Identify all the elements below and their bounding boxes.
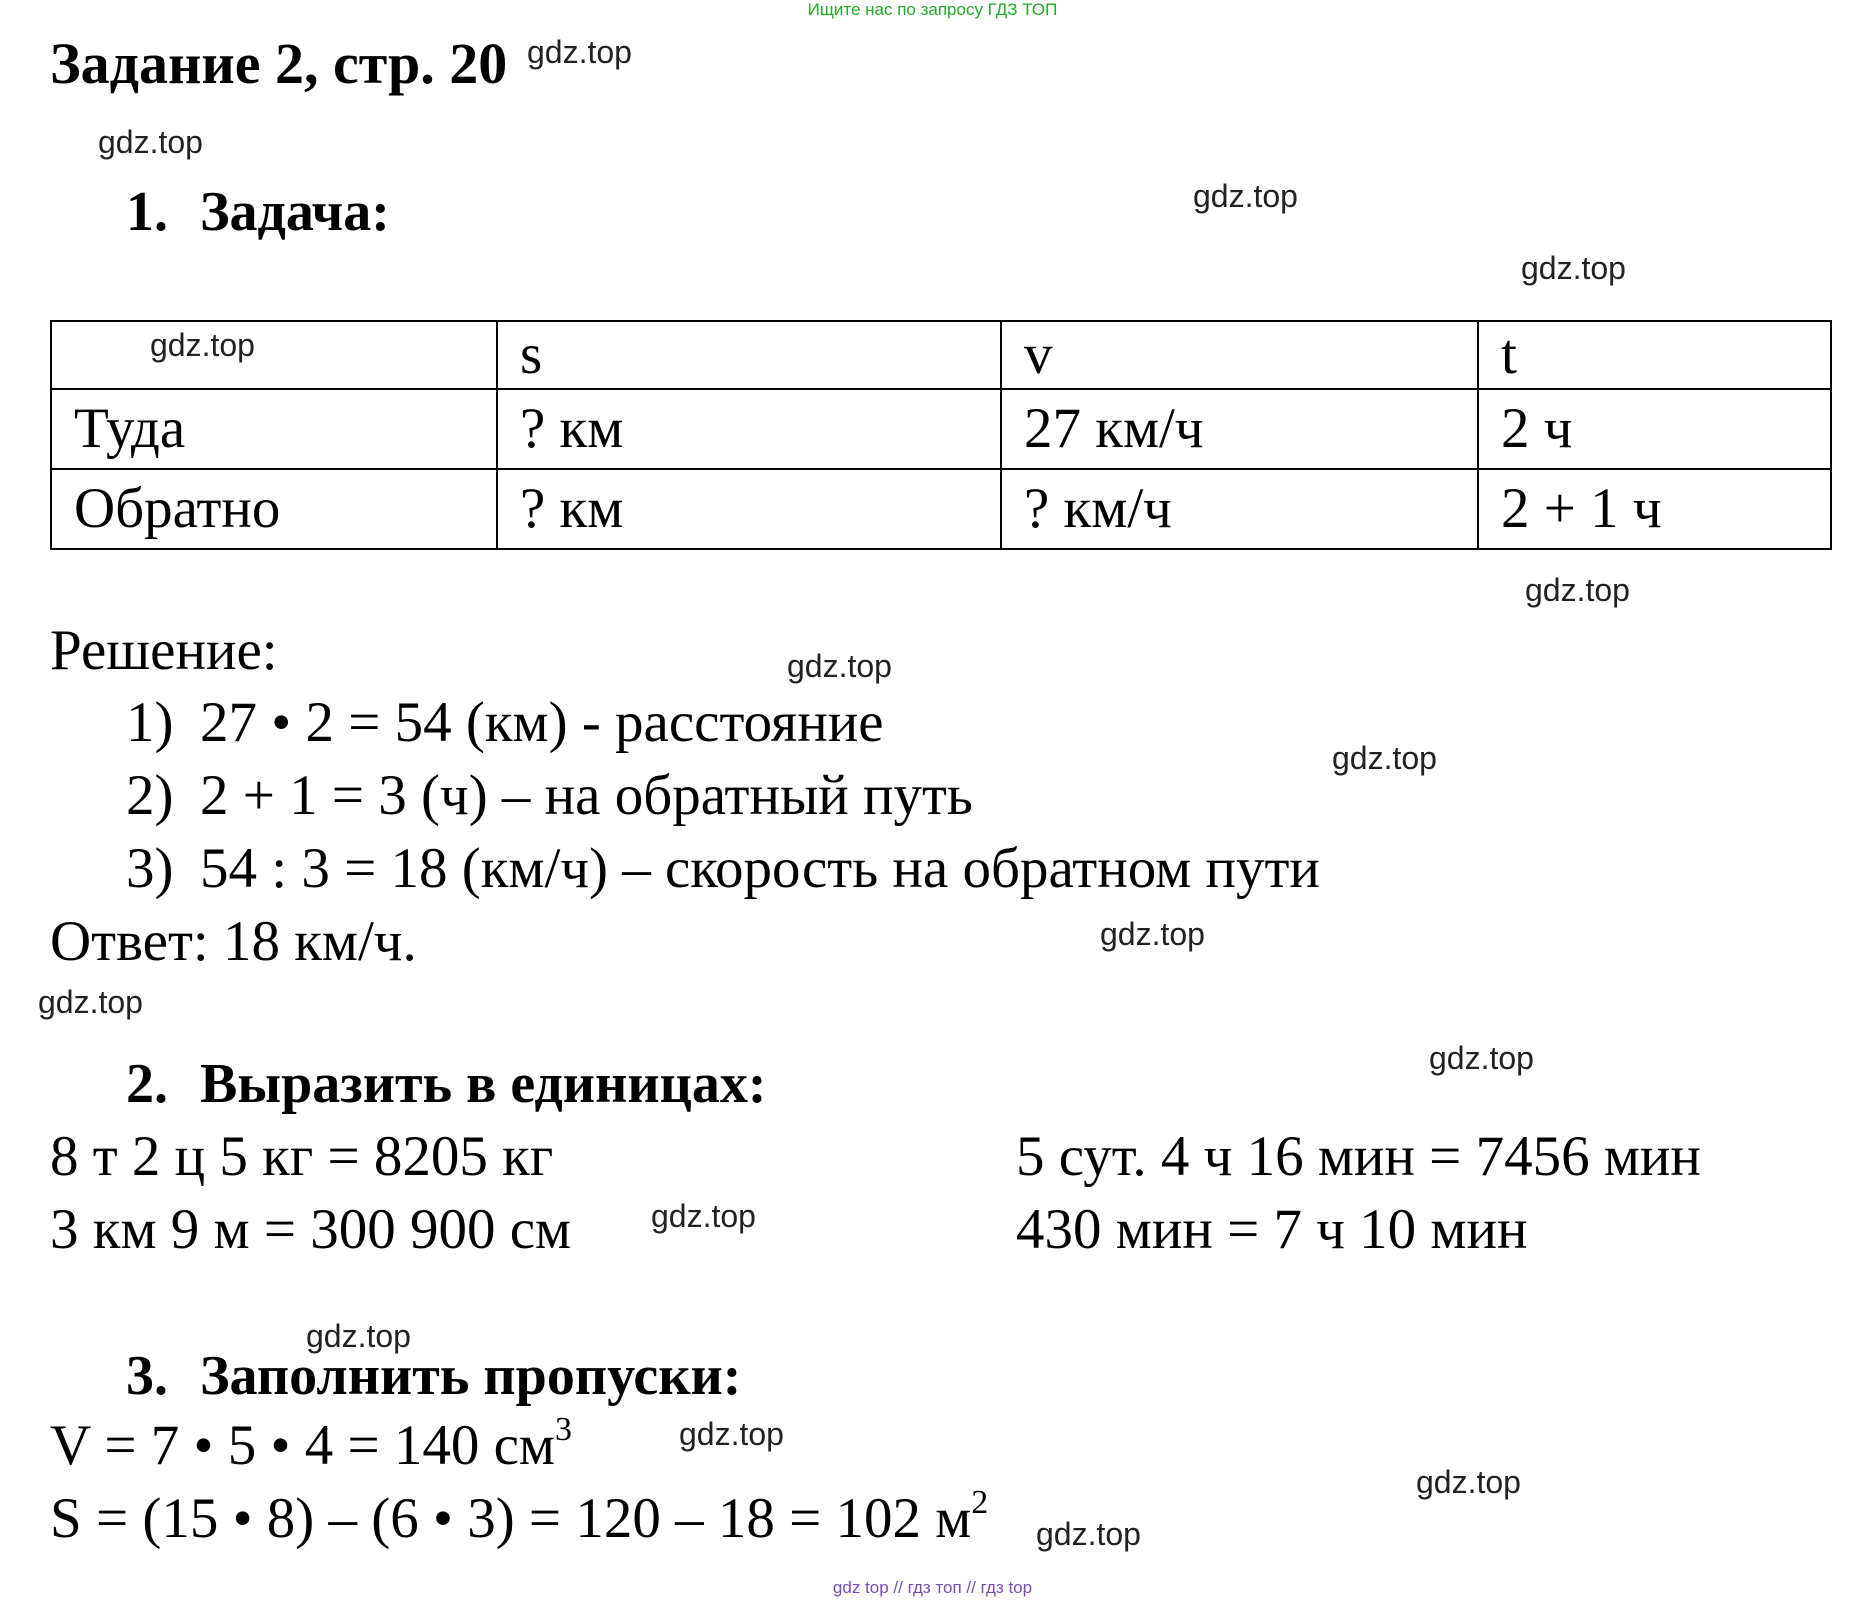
- table-header-cell: s: [497, 321, 1001, 389]
- step-text: 54 : 3 = 18 (км/ч) – скорость на обратном пути: [200, 837, 1320, 900]
- table-row: [51, 469, 1831, 549]
- watermark: gdz.top: [527, 34, 632, 70]
- task2-number: 2.: [126, 1053, 168, 1115]
- task3-number: 3.: [126, 1345, 168, 1407]
- step-number: 3): [126, 837, 174, 900]
- table-cell: ? км: [497, 469, 1001, 549]
- table-cell: 27 км/ч: [1001, 389, 1478, 469]
- area-exponent: 2: [971, 1484, 989, 1521]
- answer: Ответ: 18 км/ч.: [50, 910, 417, 973]
- table-header-cell: v: [1001, 321, 1478, 389]
- table-cell: ? км: [497, 389, 1001, 469]
- conversion-right-1: 5 сут. 4 ч 16 мин = 7456 мин: [1016, 1125, 1701, 1188]
- volume-exponent: 3: [554, 1411, 572, 1448]
- table-header-row: [51, 321, 1831, 389]
- watermark: gdz.top: [1036, 1516, 1141, 1552]
- table-row: [51, 389, 1831, 469]
- top-banner: Ищите нас по запросу ГДЗ ТОП: [807, 0, 1058, 19]
- watermark: gdz.top: [787, 648, 892, 684]
- watermark: gdz.top: [1332, 740, 1437, 776]
- table-header-cell: t: [1478, 321, 1831, 389]
- task1-heading-text: Задача:: [200, 181, 390, 243]
- solution-step: [126, 763, 973, 828]
- conversion-left-1: 8 т 2 ц 5 кг = 8205 кг: [50, 1125, 554, 1188]
- task2-heading-text: Выразить в единицах:: [200, 1053, 767, 1115]
- task3-heading-text: Заполнить пропуски:: [200, 1345, 742, 1407]
- task1-table: [50, 320, 1832, 550]
- watermark: gdz.top: [1525, 572, 1630, 608]
- watermark: gdz.top: [1193, 178, 1298, 214]
- watermark: gdz.top: [306, 1318, 411, 1354]
- table-cell: Туда: [51, 389, 497, 469]
- watermark: gdz.top: [150, 327, 255, 363]
- watermark: gdz.top: [1429, 1040, 1534, 1076]
- task2-heading: [126, 1052, 767, 1116]
- area-formula: [50, 1486, 988, 1551]
- solution-label: Решение:: [50, 619, 278, 682]
- volume-formula: [50, 1413, 572, 1478]
- volume-text: V = 7 • 5 • 4 = 140 см: [50, 1414, 555, 1477]
- conversion-right-2: 430 мин = 7 ч 10 мин: [1016, 1198, 1528, 1261]
- table-cell: Обратно: [51, 469, 497, 549]
- step-text: 27 • 2 = 54 (км) - расстояние: [200, 691, 884, 754]
- step-text: 2 + 1 = 3 (ч) – на обратный путь: [200, 764, 973, 827]
- watermark: gdz.top: [679, 1416, 784, 1452]
- watermark: gdz.top: [38, 984, 143, 1020]
- table-cell: 2 ч: [1478, 389, 1831, 469]
- watermark: gdz.top: [651, 1198, 756, 1234]
- table-header-cell: [51, 321, 497, 389]
- page-title: Задание 2, стр. 20: [50, 31, 508, 96]
- watermark: gdz.top: [1100, 916, 1205, 952]
- watermark: gdz.top: [98, 124, 203, 160]
- task3-heading: [126, 1344, 741, 1408]
- task1-heading: [126, 180, 390, 244]
- solution-step: [126, 690, 884, 755]
- solution-step: [126, 836, 1320, 901]
- watermark: gdz.top: [1521, 250, 1626, 286]
- watermark: gdz.top: [1416, 1464, 1521, 1500]
- task1-number: 1.: [126, 181, 168, 243]
- table-cell: 2 + 1 ч: [1478, 469, 1831, 549]
- step-number: 1): [126, 691, 174, 754]
- bottom-banner: gdz top // гдз топ // гдз top: [832, 1578, 1033, 1597]
- area-text: S = (15 • 8) – (6 • 3) = 120 – 18 = 102 м: [50, 1487, 972, 1550]
- conversion-left-2: 3 км 9 м = 300 900 см: [50, 1198, 572, 1261]
- step-number: 2): [126, 764, 174, 827]
- table-cell: ? км/ч: [1001, 469, 1478, 549]
